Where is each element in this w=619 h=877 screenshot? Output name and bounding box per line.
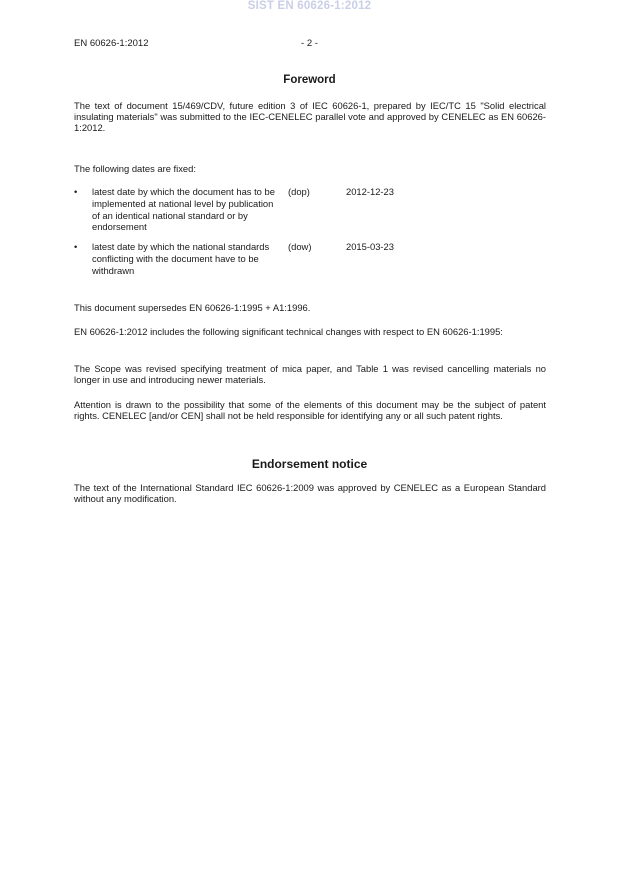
date-value: 2015-03-23 <box>346 241 394 252</box>
date-value: 2012-12-23 <box>346 186 394 197</box>
date-description: latest date by which the document has to be implemented at national level by publication of an identical national standard or by endorsement <box>92 186 275 233</box>
supersedes-paragraph: This document supersedes EN 60626-1:1995 + A1:1996. <box>74 302 311 313</box>
watermark: SIST EN 60626-1:2012 <box>247 0 372 12</box>
header-doc-id: EN 60626-1:2012 <box>74 38 149 49</box>
header-page-number: - 2 - <box>301 38 318 49</box>
changes-paragraph: The Scope was revised specifying treatment of mica paper, and Table 1 was revised cancelling materials no longer in use and introducing newer materials. <box>74 363 546 385</box>
patent-notice-paragraph: Attention is drawn to the possibility that some of the elements of this document may be the subject of patent rights. CENELEC [and/or CEN] shall not be held responsible for identifying any or all such patent rights. <box>74 399 546 421</box>
foreword-title: Foreword <box>283 74 336 86</box>
endorsement-title: Endorsement notice <box>251 457 368 471</box>
dates-intro-paragraph: The following dates are fixed: <box>74 163 196 174</box>
date-abbreviation: (dow) <box>288 241 312 252</box>
bullet-icon: • <box>74 241 78 252</box>
bullet-icon: • <box>74 186 78 197</box>
foreword-intro-paragraph: The text of document 15/469/CDV, future edition 3 of IEC 60626-1, prepared by IEC/TC 15 "Solid electrical insulating materials" was submitted to the IEC-CENELEC parallel vote and approved by CENELEC as EN 60626-1:2012. <box>74 100 546 133</box>
date-abbreviation: (dop) <box>288 186 310 197</box>
date-description: latest date by which the national standards conflicting with the document have to be withdrawn <box>92 241 270 276</box>
endorsement-paragraph: The text of the International Standard IEC 60626-1:2009 was approved by CENELEC as a European Standard without any modification. <box>74 482 546 504</box>
changes-intro-paragraph: EN 60626-1:2012 includes the following significant technical changes with respect to EN 60626-1:1995: <box>74 326 503 337</box>
